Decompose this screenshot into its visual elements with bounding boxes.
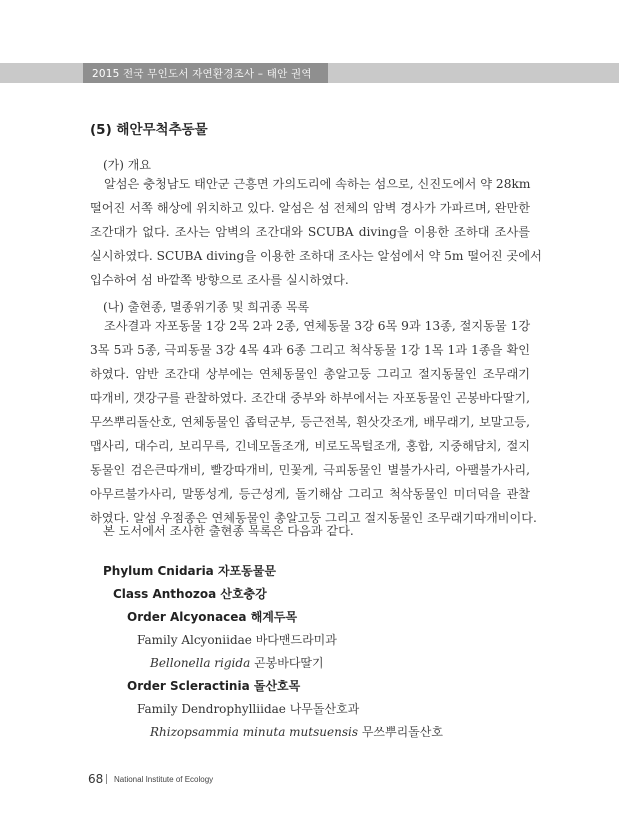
paragraph-line: 아무르불가사리, 말똥성게, 등근성게, 돌기해삼 그리고 척삭동물인 미더덕을 관찰 xyxy=(90,487,530,501)
species-list-heading: (나) 출현종, 멸종위기종 및 희귀종 목록 xyxy=(103,300,310,314)
section-title: (5) 해안무척추동물 xyxy=(90,122,208,138)
footer-divider xyxy=(106,774,107,784)
paragraph-line: 맵사리, 대수리, 보리무륵, 긴네모돌조개, 비로도목털조개, 홍합, 지중해담치, 절지 xyxy=(90,439,530,453)
taxon-species-bellonella xyxy=(150,654,324,671)
taxon-order-alcyonacea xyxy=(127,608,297,625)
running-header-title: 2015 전국 무인도서 자연환경조사 – 태안 권역 xyxy=(92,68,312,80)
taxon-korean: 해계두목 xyxy=(250,610,298,624)
taxon-latin: Rhizopsammia minuta mutsuensis xyxy=(150,725,358,739)
footer-organization: National Institute of Ecology xyxy=(114,775,214,784)
taxon-family-dendrophylliidae xyxy=(137,700,359,717)
taxon-korean: 바다맨드라미과 xyxy=(255,633,337,647)
taxon-korean: 돌산호목 xyxy=(253,679,301,693)
page-number: 68 xyxy=(88,772,104,786)
paragraph-line: 무쓰뿌리돌산호, 연체동물인 좁턱군부, 등근전복, 흰삿갓조개, 배무래기, 보말고등, xyxy=(90,415,530,429)
taxon-korean: 자포동물문 xyxy=(217,564,276,578)
species-paragraph xyxy=(90,314,537,530)
paragraph-line: 따개비, 갯강구를 관찰하였다. 조간대 중부와 하부에서는 자포동물인 곤봉바다딸기, xyxy=(90,391,530,405)
paragraph-line: 알섬은 충청남도 태안군 근흥면 가의도리에 속하는 섬으로, 신진도에서 약 28km xyxy=(104,177,531,191)
taxon-latin: Class Anthozoa xyxy=(113,587,217,601)
taxon-latin: Order Scleractinia xyxy=(127,679,250,693)
paragraph-line: 떨어진 서쪽 해상에 위치하고 있다. 알섬은 섬 전체의 암벽 경사가 가파르며, 완만한 xyxy=(90,201,530,215)
paragraph-line: 3목 5과 5종, 극피동물 3강 4목 4과 6종 그리고 척삭동물 1강 1목 1과 1종을 확인 xyxy=(90,343,530,357)
paragraph-line: 하였다. 암반 조간대 상부에는 연체동물인 총알고둥 그리고 절지동물인 조무래기 xyxy=(90,367,530,381)
taxon-phylum xyxy=(103,562,276,579)
taxon-order-scleractinia xyxy=(127,677,300,694)
taxon-species-rhizopsammia xyxy=(150,723,443,740)
taxon-latin: Family Dendrophylliidae xyxy=(137,702,286,716)
paragraph-line: 실시하였다. SCUBA diving을 이용한 조하대 조사는 알섬에서 약 5m 떨어진 곳에서 xyxy=(90,249,542,263)
species-list-intro: 본 도서에서 조사한 출현종 목록은 다음과 같다. xyxy=(103,524,354,538)
taxon-korean: 곤봉바다딸기 xyxy=(254,656,324,670)
overview-paragraph xyxy=(90,172,542,292)
taxon-korean: 산호충강 xyxy=(220,587,267,601)
taxon-latin: Phylum Cnidaria xyxy=(103,564,214,578)
taxon-latin: Order Alcyonacea xyxy=(127,610,247,624)
overview-heading: (가) 개요 xyxy=(103,158,151,172)
taxon-korean: 나무돌산호과 xyxy=(289,702,360,716)
paragraph-line: 입수하여 섬 바깥쪽 방향으로 조사를 실시하였다. xyxy=(90,273,349,287)
paragraph-line: 조사결과 자포동물 1강 2목 2과 2종, 연체동물 3강 6목 9과 13종, 절지동물 1강 xyxy=(104,319,531,333)
taxon-class xyxy=(113,585,267,602)
taxon-latin: Bellonella rigida xyxy=(150,656,251,670)
taxon-korean: 무쓰뿌리돌산호 xyxy=(361,725,443,739)
paragraph-line: 조간대가 없다. 조사는 암벽의 조간대와 SCUBA diving을 이용한 조하대 조사를 xyxy=(90,225,530,239)
paragraph-line: 하였다. 알섬 우점종은 연체동물인 총알고둥 그리고 절지동물인 조무래기따개비이다. xyxy=(90,511,537,525)
paragraph-line: 동물인 검은큰따개비, 빨강따개비, 민꽃게, 극피동물인 별불가사리, 아팰불가사리, xyxy=(90,463,530,477)
taxon-latin: Family Alcyoniidae xyxy=(137,633,252,647)
taxon-family-alcyoniidae xyxy=(137,631,337,648)
